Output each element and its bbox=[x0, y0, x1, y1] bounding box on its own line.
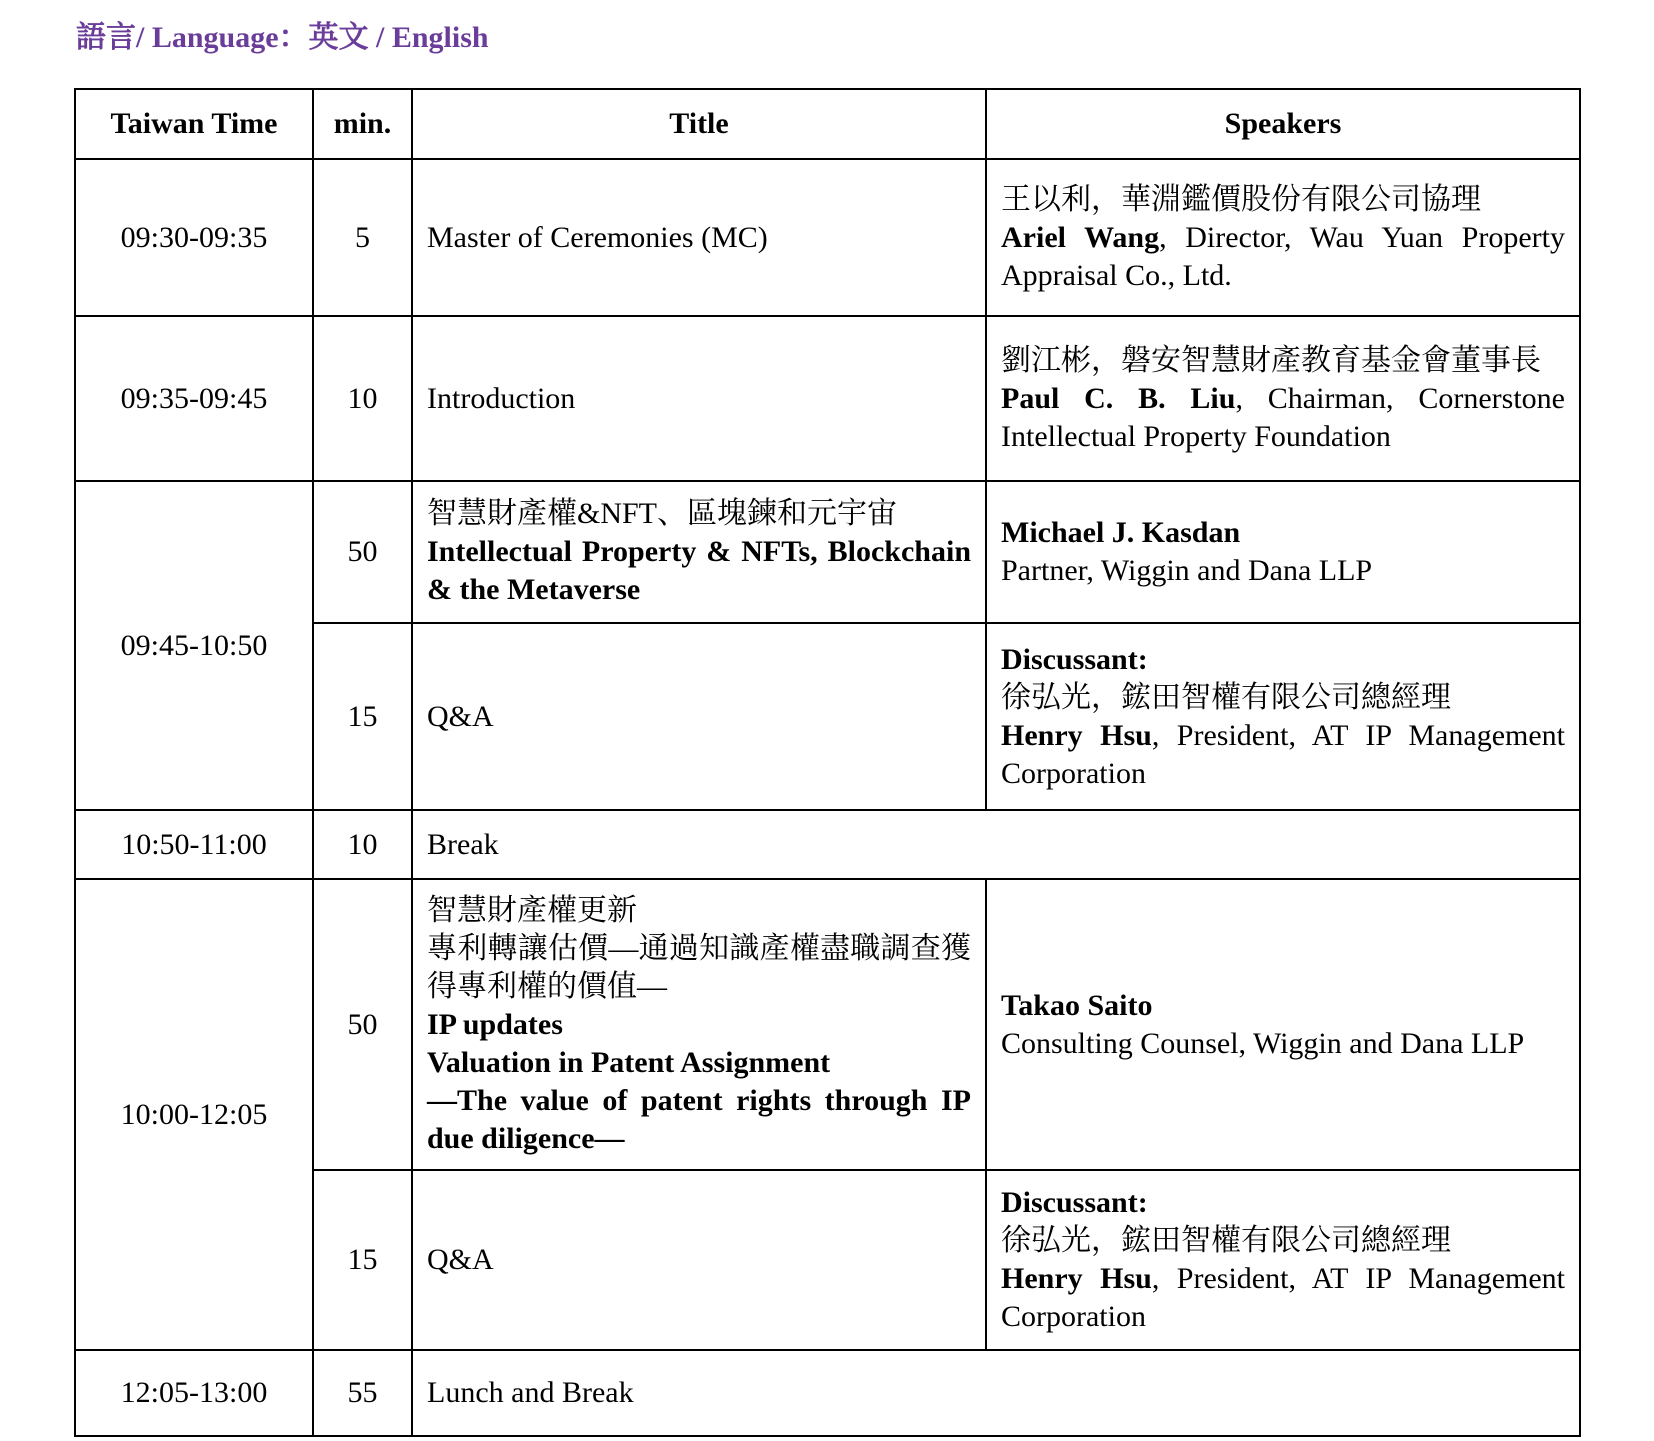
discussant-label: Discussant: bbox=[1001, 1186, 1148, 1219]
speakers-cell bbox=[986, 1170, 1580, 1350]
speaker-name: Ariel Wang bbox=[1001, 220, 1160, 254]
min-cell: 5 bbox=[313, 159, 412, 316]
speaker-zh: 劉江彬，磐安智慧財產教育基金會董事長 bbox=[1001, 343, 1541, 377]
time-cell: 10:50-11:00 bbox=[75, 810, 313, 879]
speaker-role: , Director, Wau Yuan Property Appraisal Co., Ltd. bbox=[1001, 220, 1565, 292]
header-min: min. bbox=[313, 89, 412, 159]
title-cell: Master of Ceremonies (MC) bbox=[412, 159, 986, 316]
language-line: 語言/ Language：英文 / English bbox=[76, 21, 489, 54]
header-row bbox=[75, 89, 1580, 159]
speaker-zh: 徐弘光，鋐田智權有限公司總經理 bbox=[1001, 680, 1451, 714]
title-cell: Q&A bbox=[412, 1170, 986, 1350]
speaker-role: Consulting Counsel, Wiggin and Dana LLP bbox=[1001, 1026, 1525, 1060]
table-row bbox=[75, 879, 1580, 1170]
time-cell: 09:45-10:50 bbox=[75, 481, 313, 810]
title-zh: 智慧財產權&NFT、區塊鍊和元宇宙 bbox=[427, 497, 898, 530]
speakers-cell bbox=[986, 481, 1580, 623]
speaker-role: , Chairman, Cornerstone Intellectual Property Foundation bbox=[1001, 381, 1565, 453]
title-zh: 智慧財產權更新 bbox=[427, 893, 637, 927]
speakers-cell bbox=[986, 159, 1580, 316]
title-en: Intellectual Property & NFTs, Blockchain & the Metaverse bbox=[427, 535, 971, 606]
speakers-cell bbox=[986, 316, 1580, 481]
speaker-name: Henry Hsu bbox=[1001, 718, 1152, 752]
speaker-role: , President, AT IP Management Corporation bbox=[1001, 718, 1565, 790]
title-cell bbox=[412, 879, 986, 1170]
min-cell: 50 bbox=[313, 481, 412, 623]
table-row bbox=[75, 159, 1580, 316]
table-row bbox=[75, 481, 1580, 623]
title-cell: Q&A bbox=[412, 623, 986, 810]
speaker-name: Michael J. Kasdan bbox=[1001, 516, 1241, 549]
title-en: Valuation in Patent Assignment bbox=[427, 1045, 831, 1079]
speaker-zh: 徐弘光，鋐田智權有限公司總經理 bbox=[1001, 1224, 1451, 1257]
speaker-name: Henry Hsu bbox=[1001, 1262, 1152, 1295]
agenda-table bbox=[74, 88, 1581, 1437]
header-title: Title bbox=[412, 89, 986, 159]
time-cell: 12:05-13:00 bbox=[75, 1350, 313, 1436]
min-cell: 15 bbox=[313, 1170, 412, 1350]
speaker-zh: 王以利，華淵鑑價股份有限公司協理 bbox=[1001, 182, 1481, 216]
time-cell: 09:35-09:45 bbox=[75, 316, 313, 481]
speaker-role: Partner, Wiggin and Dana LLP bbox=[1001, 554, 1373, 587]
time-cell: 09:30-09:35 bbox=[75, 159, 313, 316]
title-cell bbox=[412, 481, 986, 623]
table-row bbox=[75, 316, 1580, 481]
header-speakers: Speakers bbox=[986, 89, 1580, 159]
speaker-role: , President, AT IP Management Corporation bbox=[1001, 1262, 1565, 1333]
table-row bbox=[75, 810, 1580, 879]
speaker-name: Takao Saito bbox=[1001, 988, 1153, 1022]
title-zh: 專利轉讓估價—通過知識產權盡職調查獲得專利權的價值— bbox=[427, 931, 971, 1003]
title-en: IP updates bbox=[427, 1007, 563, 1041]
title-cell: Break bbox=[412, 810, 1580, 879]
speaker-name: Paul C. B. Liu bbox=[1001, 381, 1236, 415]
header-taiwan-time: Taiwan Time bbox=[75, 89, 313, 159]
speakers-cell bbox=[986, 623, 1580, 810]
min-cell: 55 bbox=[313, 1350, 412, 1436]
min-cell: 10 bbox=[313, 810, 412, 879]
title-en: —The value of patent rights through IP due diligence— bbox=[427, 1083, 971, 1155]
min-cell: 15 bbox=[313, 623, 412, 810]
title-cell: Introduction bbox=[412, 316, 986, 481]
title-cell: Lunch and Break bbox=[412, 1350, 1580, 1436]
table-row bbox=[75, 1350, 1580, 1436]
time-cell: 10:00-12:05 bbox=[75, 879, 313, 1350]
min-cell: 10 bbox=[313, 316, 412, 481]
min-cell: 50 bbox=[313, 879, 412, 1170]
discussant-label: Discussant: bbox=[1001, 642, 1148, 676]
speakers-cell bbox=[986, 879, 1580, 1170]
